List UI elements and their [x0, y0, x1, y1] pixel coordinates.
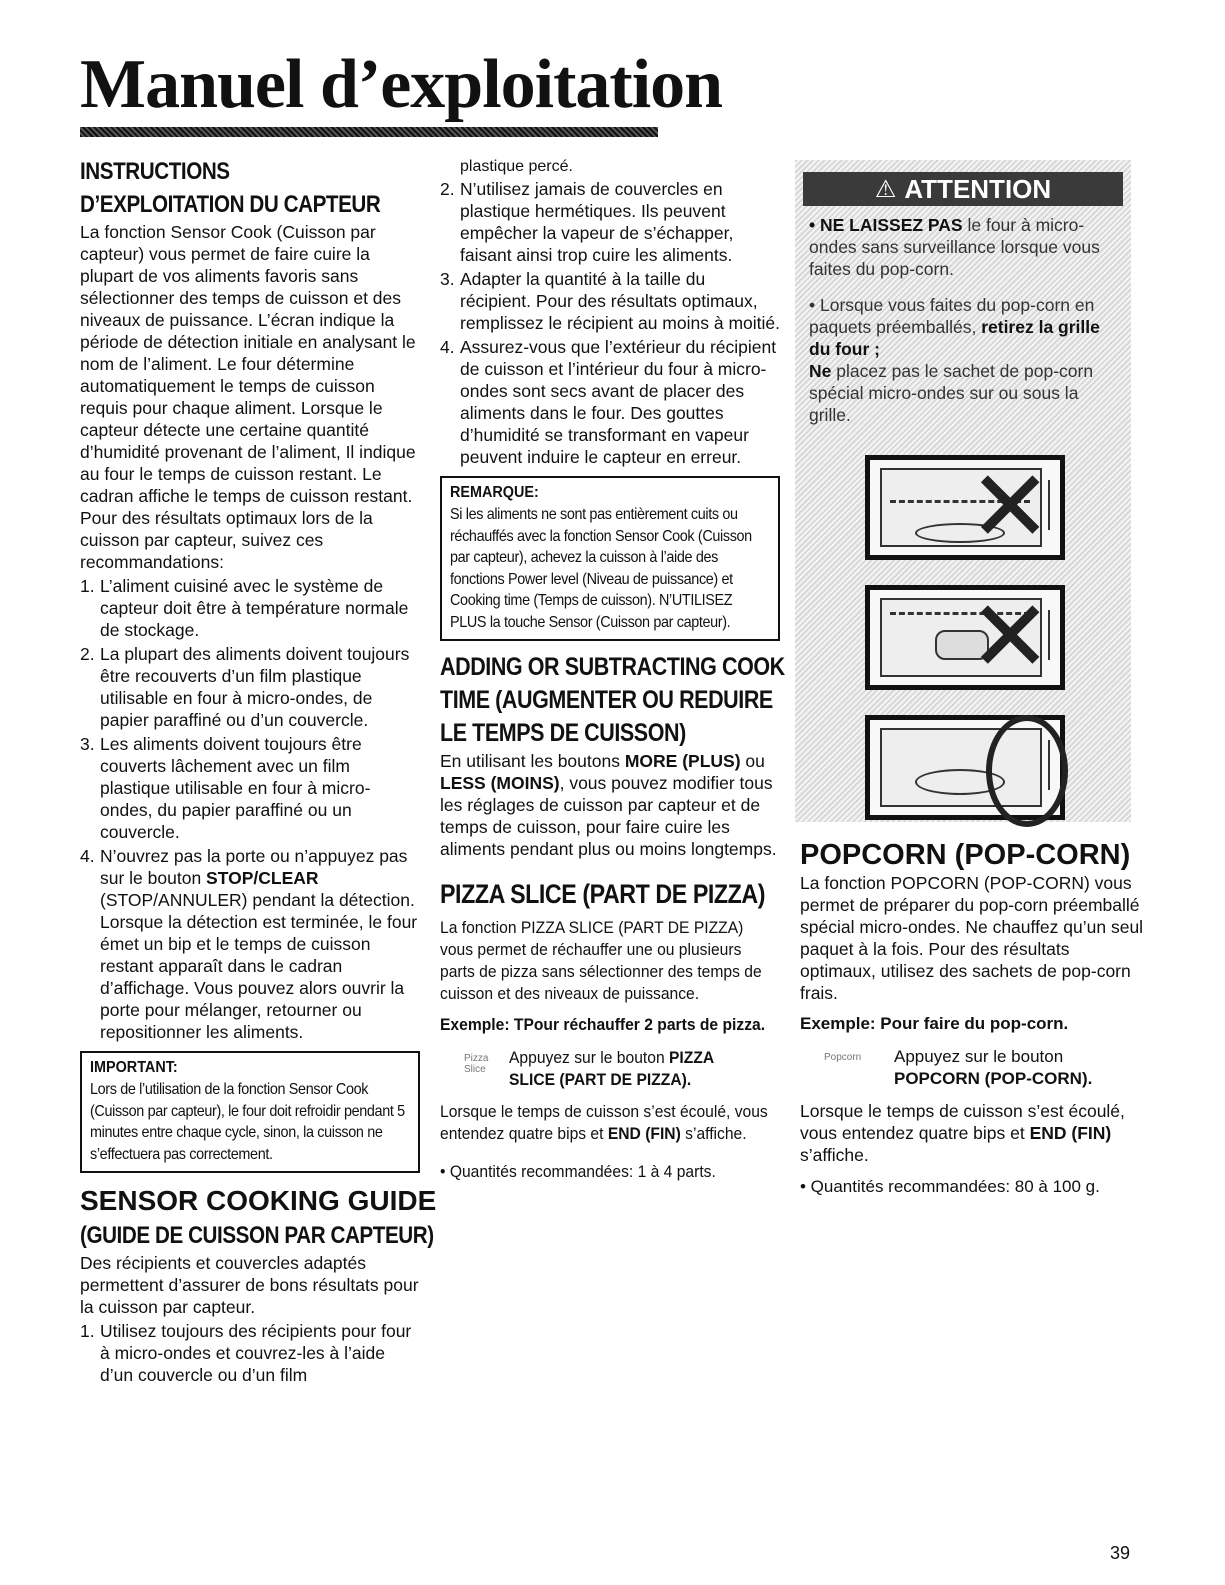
guide-steps-continued: [440, 178, 780, 468]
cross-mark-icon: ✕: [968, 451, 1052, 563]
attention-item-2: • Lorsque vous faites du pop-corn en paquets préemballés, retirez la grille du four ;: [809, 295, 1100, 359]
pizza-quantity: • Quantités recommandées: 1 à 4 parts.: [440, 1162, 716, 1181]
page-title: Manuel d’exploitation: [80, 46, 723, 123]
sensor-guide-heading: SENSOR COOKING GUIDE: [80, 1185, 437, 1216]
sensor-instructions-heading-line2: D’EXPLOITATION DU CAPTEUR: [80, 191, 381, 218]
pizza-slice-key-icon: Pizza Slice: [464, 1053, 489, 1075]
sensor-guide-steps: [80, 1320, 420, 1386]
adding-time-heading-line2: TIME (AUGMENTER OU REDUIRE: [440, 686, 773, 714]
adding-time-heading-line3: LE TEMPS DE CUISSON): [440, 719, 686, 747]
important-note-title: IMPORTANT:: [90, 1059, 178, 1076]
circle-mark-icon: [986, 715, 1068, 827]
list-item: 2. N’utilisez jamais de couvercles en plastique hermétiques. Ils peuvent empêcher la vapeur de s’échapper, faisant ainsi trop cuire les aliments.: [440, 179, 734, 265]
attention-label: ATTENTION: [904, 173, 1052, 204]
list-item: 1. Utilisez toujours des récipients pour four à micro-ondes et couvrez-les à l’aide d’un couvercle ou d’un film: [80, 1321, 412, 1385]
pizza-example: Exemple: TPour réchauffer 2 parts de pizza.: [440, 1015, 766, 1034]
attention-text: [795, 206, 1131, 426]
pizza-key-instruction: Pizza Slice Appuyez sur le bouton PIZZA SLICE (PART DE PIZZA).: [464, 1048, 714, 1089]
sensor-intro-paragraph: La fonction Sensor Cook (Cuisson par capteur) vous permet de faire cuire la plupart de vos aliments favoris sans sélectionner des temps de cuisson et des niveaux de puissance. L’écran indique la période de détection initiale en analysant le nom de l’aliment. Le four détermine automatiquement le temps de cuisson requis pour chaque aliment. Lorsque le capteur détecte une certaine quantité d’humidité provenant de l’aliment, Il indique au four le temps de cuisson restant. Le cadran affiche le temps de cuisson restant. Pour des résultats optimaux lors de la cuisson par capteur, suivez ces recommandations:: [80, 222, 416, 572]
popcorn-after-text: Lorsque le temps de cuisson s’est écoulé, vous entendez quatre bips et END (FIN) s’affiche.: [800, 1101, 1125, 1165]
attention-header: [803, 172, 1123, 206]
important-note-body: Lors de l’utilisation de la fonction Sensor Cook (Cuisson par capteur), le four doit refroidir pendant 5 minutes entre chaque cycle, sinon, la cuisson ne s’effectuera pas correctement.: [90, 1081, 405, 1163]
important-note-box: [80, 1051, 420, 1173]
continued-text: plastique percé.: [460, 158, 573, 175]
pizza-slice-heading: PIZZA SLICE (PART DE PIZZA): [440, 879, 766, 909]
remarque-note-box: [440, 476, 780, 641]
sensor-steps-list: [80, 575, 420, 1043]
oven-illustration-wrong-2: [865, 581, 1065, 693]
popcorn-example: Exemple: Pour faire du pop-corn.: [800, 1014, 1069, 1033]
adding-time-paragraph: En utilisant les boutons MORE (PLUS) ou LESS (MOINS), vous pouvez modifier tous les réglages de cuisson par capteur et de temps de cuisson, pour faire cuire les aliments pendant plus ou moins longtemps.: [440, 751, 777, 859]
warning-triangle-icon: ⚠: [874, 175, 897, 203]
attention-item-1: • NE LAISSEZ PAS le four à micro-ondes sans surveillance lorsque vous faites du pop-corn.: [809, 215, 1100, 279]
sensor-guide-intro: Des récipients et couvercles adaptés permettent d’assurer de bons résultats pour la cuisson par capteur.: [80, 1253, 419, 1317]
list-item: 2. La plupart des aliments doivent toujours être recouverts d’un film plastique utilisable en four à micro-ondes, de papier paraffiné ou d’un couvercle.: [80, 644, 410, 730]
attention-panel: [795, 160, 1131, 822]
popcorn-intro: La fonction POPCORN (POP-CORN) vous permet de préparer du pop-corn préemballé spécial micro-ondes. Ne chauffez qu’un seul paquet à la fois. Pour des résultats optimaux, utilisez des sachets de pop-corn frais.: [800, 873, 1144, 1003]
column-1: [80, 155, 437, 1388]
title-underline: [80, 127, 658, 137]
list-item: 3. Adapter la quantité à la taille du récipient. Pour des résultats optimaux, remplissez le récipient au moins à moitié.: [440, 269, 780, 333]
column-2: [440, 158, 785, 1189]
pizza-intro: La fonction PIZZA SLICE (PART DE PIZZA) vous permet de réchauffer une ou plusieurs parts de pizza sans sélectionner des temps de cuisson et des niveaux de puissance.: [440, 918, 762, 1003]
column-3: [800, 838, 1145, 1204]
cross-mark-icon: ✕: [968, 581, 1052, 693]
adding-time-heading-line1: ADDING OR SUBTRACTING COOK: [440, 653, 785, 681]
remarque-body: Si les aliments ne sont pas entièrement cuits ou réchauffés avec la fonction Sensor Cook (Cuisson par capteur), achevez la cuisson à l’aide des fonctions Power level (Niveau de puissance) et Cooking time (Temps de cuisson). N’UTILISEZ PLUS la touche Sensor (Cuisson par capteur).: [450, 506, 752, 631]
pizza-after-text: Lorsque le temps de cuisson s’est écoulé, vous entendez quatre bips et END (FIN) s’affiche.: [440, 1102, 768, 1143]
attention-item-3: Ne placez pas le sachet de pop-corn spécial micro-ondes sur ou sous la grille.: [809, 361, 1094, 425]
list-item: 4. N’ouvrez pas la porte ou n’appuyez pas sur le bouton STOP/CLEAR (STOP/ANNULER) pendant la détection. Lorsque la détection est terminée, le four émet un bip et le temps de cuisson restant apparaît dans le cadran d’affichage. Vous pouvez alors ouvrir la porte pour mélanger, retourner ou repositionner les aliments.: [80, 846, 418, 1042]
list-item: 3. Les aliments doivent toujours être couverts lâchement avec un film plastique utilisable en four à micro-ondes, du papier paraffiné ou un couvercle.: [80, 734, 371, 842]
page-number: 39: [1110, 1543, 1131, 1563]
oven-illustration-correct: [865, 715, 1065, 820]
popcorn-key-icon: Popcorn: [824, 1052, 862, 1063]
remarque-title: REMARQUE:: [450, 484, 539, 501]
popcorn-key-instruction: Popcorn Appuyez sur le bouton POPCORN (POP-CORN).: [824, 1047, 1093, 1088]
list-item: 1. L’aliment cuisiné avec le système de capteur doit être à température normale de stockage.: [80, 576, 409, 640]
sensor-instructions-heading-line1: INSTRUCTIONS: [80, 158, 230, 185]
oven-illustration-wrong-1: [865, 451, 1065, 563]
sensor-guide-subheading: (GUIDE DE CUISSON PAR CAPTEUR): [80, 1222, 434, 1249]
popcorn-heading: POPCORN (POP-CORN): [800, 839, 1131, 871]
list-item: 4. Assurez-vous que l’extérieur du récipient de cuisson et l’intérieur du four à micro-ondes sont secs avant de placer des aliments dans le four. Des gouttes d’humidité se transformant en vapeur peuvent induire le capteur en erreur.: [440, 337, 777, 467]
popcorn-quantity: • Quantités recommandées: 80 à 100 g.: [800, 1177, 1100, 1196]
